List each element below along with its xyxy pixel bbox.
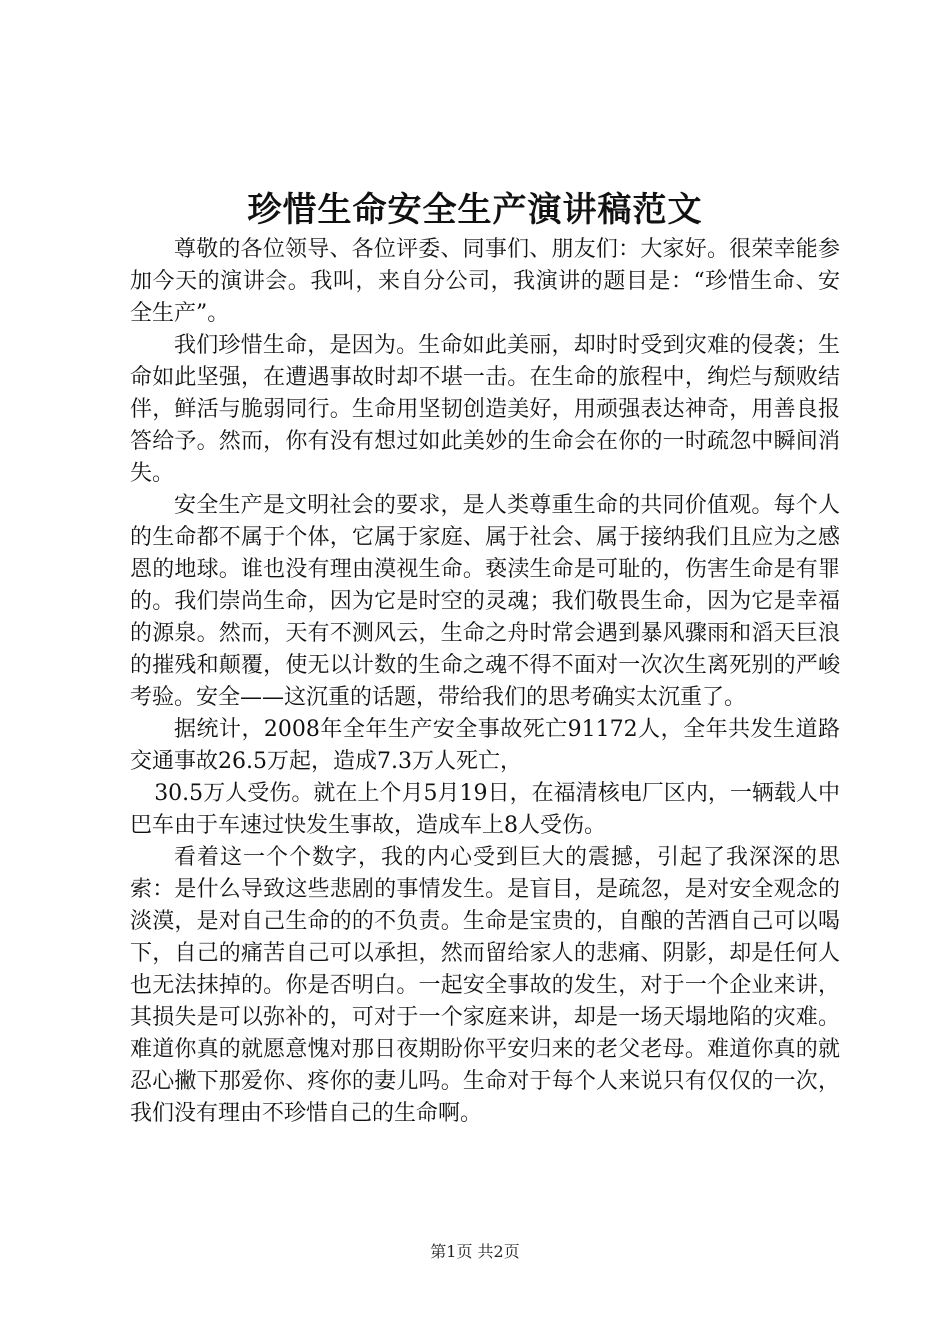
paragraph-reflection: 看着这一个个数字，我的内心受到巨大的震撼，引起了我深深的思索：是什么导致这些悲剧的事情发生。是盲目，是疏忽，是对安全观念的淡漠，是对自己生命的的不负责。生命是宝贵的，自酿的苦酒自己可以喝下，自己的痛苦自己可以承担，然而留给家人的悲痛、阴影，却是任何人也无法抹掉的。你是否明白。一起安全事故的发生，对于一个企业来讲，其损失是可以弥补的，可对于一个家庭来讲，却是一场天塌地陷的灾难。难道你真的就愿意愧对那日夜期盼你平安归来的老父老母。难道你真的就忍心撇下那爱你、疼你的妻儿吗。生命对于每个人来说只有仅仅的一次，我们没有理由不珍惜自己的生命啊。 [130, 845, 840, 1126]
paragraph-safety-value: 安全生产是文明社会的要求，是人类尊重生命的共同价值观。每个人的生命都不属于个体，它属于家庭、属于社会、属于接纳我们且应为之感恩的地球。谁也没有理由漠视生命。亵渎生命是可耻的，伤害生命是有罪的。我们崇尚生命，因为它是时空的灵魂；我们敬畏生命，因为它是幸福的源泉。然而，天有不测风云，生命之舟时常会遇到暴风骤雨和滔天巨浪的摧残和颠覆，使无以计数的生命之魂不得不面对一次次生离死别的严峻考验。安全——这沉重的话题，带给我们的思考确实太沉重了。 [130, 493, 840, 710]
paragraph-cherish-life: 我们珍惜生命，是因为。生命如此美丽，却时时受到灾难的侵袭；生命如此坚强，在遭遇事故时却不堪一击。在生命的旅程中，绚烂与颓败结伴，鲜活与脆弱同行。生命用坚韧创造美好，用顽强表达神奇，用善良报答给予。然而，你有没有想过如此美妙的生命会在你的一时疏忽中瞬间消失。 [130, 333, 840, 486]
document-title: 珍惜生命安全生产演讲稿范文 [247, 190, 703, 230]
paragraph-greeting: 尊敬的各位领导、各位评委、同事们、朋友们：大家好。很荣幸能参加今天的演讲会。我叫，来自分公司，我演讲的题目是：“珍惜生命、安全生产”。 [130, 237, 840, 326]
paragraph-statistics: 据统计，2008年全年生产安全事故死亡91172人，全年共发生道路交通事故26.5万起，造成7.3万人死亡， [130, 717, 840, 774]
page-number: 第1页 共2页 [430, 1242, 520, 1261]
paragraph-accident: 30.5万人受伤。就在上个月5月19日，在福清核电厂区内，一辆载人中巴车由于车速过快发生事故，造成车上8人受伤。 [130, 781, 840, 838]
document-body [130, 234, 840, 1130]
